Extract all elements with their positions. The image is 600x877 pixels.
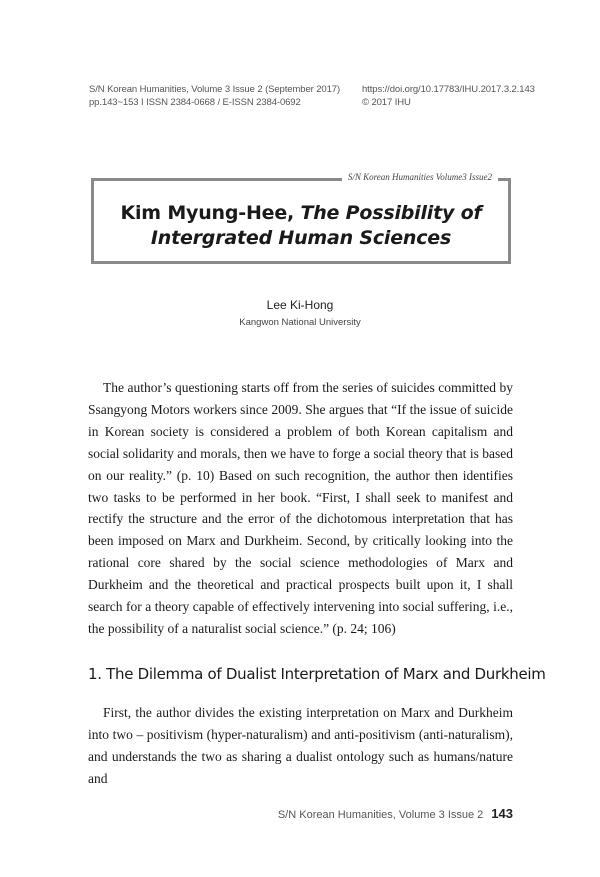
title-book-part-1: The Possibility of [300, 202, 482, 224]
header-left [89, 84, 340, 109]
header-right [362, 84, 535, 109]
section-heading: 1. The Dilemma of Dualist Interpretation of Marx and Durkheim [88, 665, 546, 683]
doi-link[interactable]: https://doi.org/10.17783/IHU.2017.3.2.143 [362, 84, 535, 95]
body-paragraph: First, the author divides the existing interpretation on Marx and Durkheim into two – positivism (hyper-naturalism) and anti-positivism (anti-naturalism), and understands the two as sharing a dualist ontology such as humans/nature and [88, 705, 513, 786]
article-title [94, 201, 508, 251]
title-box [91, 172, 511, 264]
page-number: 143 [491, 806, 513, 821]
author-affiliation: Kangwon National University [239, 317, 361, 328]
copyright: © 2017 IHU [362, 96, 411, 108]
issn-line: pp.143~153 I ISSN 2384-0668 / E-ISSN 2384-0692 [89, 96, 301, 108]
author-name: Lee Ki-Hong [266, 298, 334, 312]
series-tag: S/N Korean Humanities Volume3 Issue2 [342, 172, 498, 182]
title-book-part-2: Intergrated Human Sciences [150, 227, 452, 249]
page-footer [278, 806, 513, 821]
title-author-part: Kim Myung-Hee, [120, 202, 301, 224]
footer-journal: S/N Korean Humanities, Volume 3 Issue 2 [277, 809, 484, 821]
journal-citation: S/N Korean Humanities, Volume 3 Issue 2 (September 2017) [89, 84, 341, 95]
body-paragraph: The author’s questioning starts off from the series of suicides committed by Ssangyong Motors workers since 2009. She argues that “If the issue of suicide in Korean society is considered a problem of both Korean capitalism and social solidarity and morals, then we have to forge a social theory that is based on our reality.” (p. 10) Based on such recognition, the author then identifies two tasks to be performed in her book. “First, I shall seek to manifest and rectify the structure and the error of the dichotomous interpretation that has been imposed on Marx and Durkheim. Second, by critically looking into the rational core shared by the social science methodologies of Marx and Durkheim and the theoretical and practical prospects built upon it, I shall search for a theory capable of effectively intervening into social suffering, i.e., the possibility of a naturalist social science.” (p. 24; 106) [88, 380, 513, 636]
